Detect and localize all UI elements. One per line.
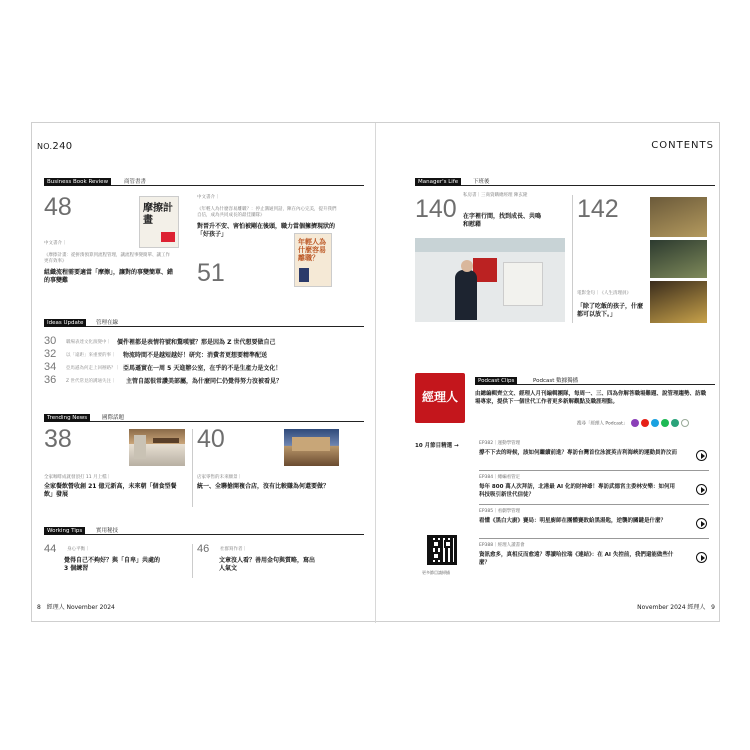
left-page bbox=[32, 123, 376, 623]
qr-caption: 更多節目請掃描 bbox=[422, 570, 450, 575]
section-tag: Trending News bbox=[44, 414, 90, 422]
podcast-logo[interactable] bbox=[415, 373, 465, 423]
store-photo bbox=[129, 429, 185, 466]
section-header-trending-news bbox=[44, 414, 364, 422]
section-tag: Business Book Review bbox=[44, 178, 111, 186]
section-header-podcast bbox=[475, 377, 715, 385]
item-kicker: 社群寫作者｜ bbox=[220, 547, 247, 552]
item-kicker: 身心平衡｜ bbox=[67, 547, 90, 552]
search-hint: 搜尋「經理人 Podcast」 bbox=[577, 421, 628, 427]
page-folio: November 2024 經理人 9 bbox=[637, 604, 715, 611]
item-headline: 對晉升不安、害怕被剛在後頭，職力當個擁擠現狀的「好孩子」 bbox=[197, 223, 336, 238]
magazine-spread bbox=[31, 122, 720, 622]
section-subtitle: 下班後 bbox=[473, 179, 490, 185]
section-subtitle: Podcast 數據獨播 bbox=[533, 378, 579, 384]
section-subtitle: 管理在線 bbox=[96, 320, 119, 326]
page-number-large: 40 bbox=[197, 425, 225, 453]
issue-number: NO.240 bbox=[37, 141, 73, 152]
item-kicker: 中文書介｜ bbox=[197, 195, 220, 200]
item-headline: 在字裡行間，找到成長、共鳴和慰藉 bbox=[463, 213, 542, 228]
play-icon[interactable] bbox=[696, 450, 707, 461]
section-subtitle: 實用秘技 bbox=[96, 528, 119, 534]
item-kicker: 中文書介｜ bbox=[44, 241, 67, 246]
section-subtitle: 國際話題 bbox=[102, 415, 125, 421]
play-icon[interactable] bbox=[696, 518, 707, 529]
item-subtitle: 《摩擦計畫：從拼湊預算到流程管理，讓流程事變簡單、讓工作更有效率》 bbox=[44, 253, 170, 264]
item-headline: 全家餐飲營收創 21 億元新高，未來朝「個食型餐飲」發展 bbox=[44, 483, 177, 498]
page-number-large: 142 bbox=[577, 195, 619, 223]
page-number-large: 44 bbox=[44, 543, 57, 555]
interviewee-photo bbox=[415, 238, 565, 322]
item-subtitle: 《年輕人為什麼容易離職？：停止溝通到話，陳在內心完美，提升我們自信，成為共同成長的最佳團隊》 bbox=[197, 207, 337, 218]
page-folio: 8 經理人 November 2024 bbox=[37, 604, 115, 611]
section-header-working-tips bbox=[44, 527, 364, 535]
list-item[interactable]: 32 以「遠距」來重要的事｜ 物流時間不是越短越好！研究：消費者更想要精準配送 bbox=[44, 348, 268, 360]
item-headline: 覺得自己不夠好？與「自卑」共處的 3 個練習 bbox=[64, 557, 161, 572]
section-tag: Manager's Life bbox=[415, 178, 461, 186]
movie-still-photo bbox=[650, 281, 707, 323]
more-platforms-icon[interactable] bbox=[681, 419, 689, 427]
item-headline: 組織流程需要適當「摩擦」，讓對的事變簡單、錯的事變難 bbox=[44, 269, 174, 284]
page-number-large: 140 bbox=[415, 195, 457, 223]
book-cover-image bbox=[294, 233, 332, 287]
section-tag: Ideas Update bbox=[44, 319, 86, 327]
episode-item[interactable]: EP384｜總編看管定 每年 800 萬人次拜訪，北港最 AI 化的財神爺！專訪武德宮主委林安樂：如何用科技吸引新世代信徒？ bbox=[479, 473, 709, 505]
section-tag: Podcast Clips bbox=[475, 377, 517, 385]
section-tag: Working Tips bbox=[44, 527, 85, 535]
right-page bbox=[377, 123, 720, 623]
episode-item[interactable]: EP382｜運動學管理 撐不下去的時候，該如何繼續前進？專訪台灣首位泳渡英吉利海峽的運動員許汶而 bbox=[479, 439, 709, 471]
movie-still-photo bbox=[650, 240, 707, 278]
podcast-logo-text: 經理人 bbox=[421, 390, 458, 404]
page-number-large: 46 bbox=[197, 543, 210, 555]
mall-photo bbox=[284, 429, 339, 466]
month-selection-label: 10 月節目精選 → bbox=[415, 443, 459, 449]
apple-podcasts-icon[interactable] bbox=[631, 419, 639, 427]
page-number-large: 38 bbox=[44, 425, 72, 453]
item-headline: 統一、全聯搶開複合店，沒有比較賺為何還要做？ bbox=[197, 483, 330, 490]
book-cover-title: 摩擦計畫 bbox=[143, 203, 173, 226]
section-subtitle: 商管書書 bbox=[124, 179, 147, 185]
section-header-business-book bbox=[44, 178, 364, 186]
kkbox-icon[interactable] bbox=[651, 419, 659, 427]
play-icon[interactable] bbox=[696, 484, 707, 495]
item-headline: 「除了吃飯的孩子，什麼都可以放下。」 bbox=[577, 303, 644, 318]
qr-code-image[interactable] bbox=[427, 535, 457, 565]
list-item[interactable]: 34 亞馬遜為何走上回辦路？｜ 亞馬遜實在一周 5 天進辦公室，在乎的不是生產力是文化！ bbox=[44, 361, 282, 373]
episode-item[interactable]: EP388｜經理人讀書會 資訊愈多，真相反而愈遠？導讀哈拉瑞《連結》：在 AI 失控前，我們還能做些什麼？ bbox=[479, 541, 709, 573]
play-icon[interactable] bbox=[696, 552, 707, 563]
book-cover-image bbox=[139, 196, 179, 248]
podcast-description: 由總編輯齊立文、經理人月刊編輯團隊，每周一、三、四為你解答職場難題、說管理趨勢、訪職場專家，提供下一個世代工作者更多新解觀點及職涯理點。 bbox=[475, 391, 707, 405]
spotify-icon[interactable] bbox=[661, 419, 669, 427]
youtube-icon[interactable] bbox=[641, 419, 649, 427]
list-item[interactable]: 36 Z 世代常見的溝通失注｜ 主管自認很常讚美部屬，為什麼同仁仍覺得努力沒被看見？ bbox=[44, 374, 283, 386]
movie-still-photo bbox=[650, 197, 707, 237]
section-header-managers-life bbox=[415, 178, 715, 186]
item-kicker: 電影金句｜《人生清理員》 bbox=[577, 291, 631, 296]
list-item[interactable]: 30 職場表達文化演變中｜ 價件裡都是表情符號和驚嘆號？那是因為 Z 世代想要做自己 bbox=[44, 335, 276, 347]
section-header-ideas-update bbox=[44, 319, 364, 327]
page-number-large: 51 bbox=[197, 259, 225, 287]
item-headline: 文章沒人看？善用金句與質略，寫出人氣文 bbox=[219, 557, 316, 572]
item-kicker: 私房書｜三商資購總經理 陳玄隆 bbox=[463, 193, 528, 198]
page-number-large: 48 bbox=[44, 193, 72, 221]
podcast-platforms bbox=[577, 419, 717, 427]
item-kicker: 全家咖啡成就發頂打 11 月上檔｜ bbox=[44, 475, 112, 480]
episode-item[interactable]: EP385｜看劇學管理 看懂《黑白大廚》賽局：明星廚師在團體賽敗給黑湯匙，逆襲的關鍵是什麼？ bbox=[479, 507, 709, 539]
book-cover-title: 年輕人為什麼容易離職？ bbox=[298, 238, 326, 262]
item-kicker: 店家零售的未來願景｜ bbox=[197, 475, 242, 480]
contents-label: CONTENTS bbox=[651, 140, 714, 151]
firstory-icon[interactable] bbox=[671, 419, 679, 427]
